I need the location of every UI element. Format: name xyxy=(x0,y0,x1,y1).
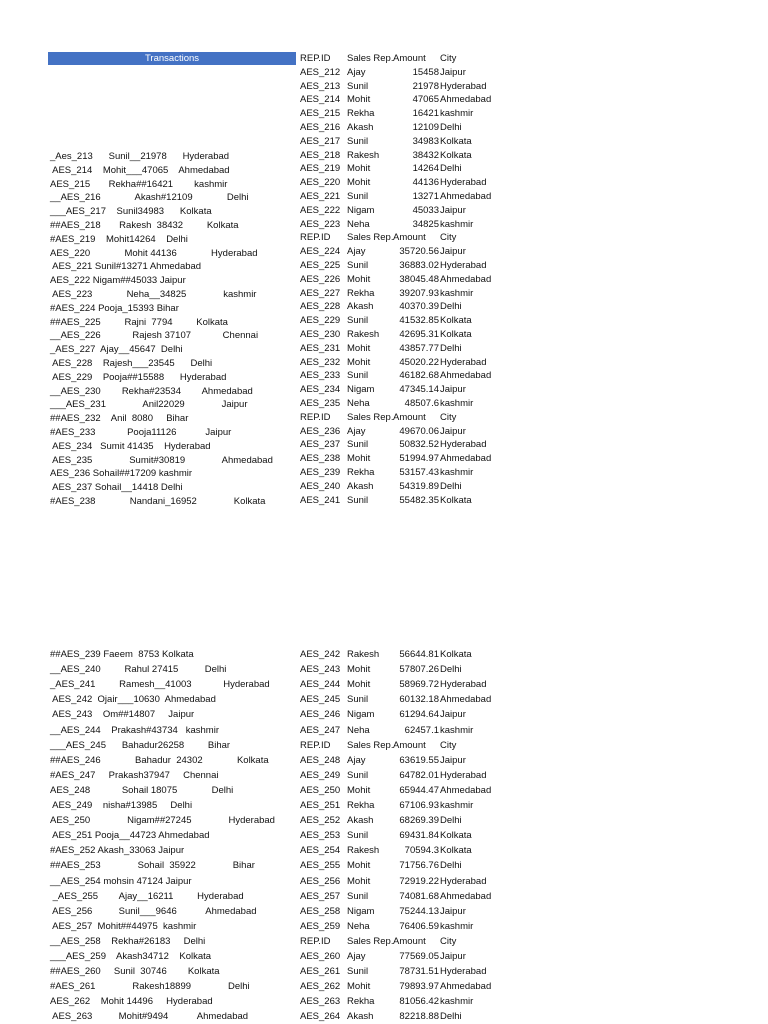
rep-id-cell: AES_233 xyxy=(300,370,341,382)
transactions-header: Transactions xyxy=(48,52,296,65)
rep-id-cell: AES_264 xyxy=(300,1011,341,1023)
rep-id-cell: AES_257 xyxy=(300,890,341,902)
raw-transaction-line: #AES_252 Akash_33063 Jaipur xyxy=(50,845,185,857)
sales-rep-cell: Sales Rep. xyxy=(347,935,394,947)
sales-rep-cell: Sunil xyxy=(347,260,369,271)
sales-rep-cell: Sunil xyxy=(347,830,369,842)
city-cell: Kolkata xyxy=(440,494,472,506)
amount-cell: 75244.13 xyxy=(399,905,439,917)
raw-transaction-line: AES_221 Sunil#13271 Ahmedabad xyxy=(50,261,202,273)
amount-cell: 35720.56 xyxy=(399,246,439,258)
sales-rep-cell: Mohit xyxy=(347,679,371,691)
city-cell: Kolkata xyxy=(440,830,472,842)
city-cell: Kolkata xyxy=(440,315,472,327)
city-cell: Ahmedabad xyxy=(440,981,492,993)
rep-id-cell: AES_228 xyxy=(300,301,341,313)
raw-transaction-line: AES_236 Sohail##17209 kashmir xyxy=(50,468,193,480)
rep-id-cell: REP.ID xyxy=(300,53,331,64)
amount-cell: 64782.01 xyxy=(399,769,439,781)
amount-cell: 63619.55 xyxy=(399,754,439,766)
sales-rep-cell: Sunil xyxy=(347,80,369,92)
sales-rep-cell: Nigam xyxy=(347,384,375,396)
amount-cell: 67106.93 xyxy=(399,800,439,811)
city-cell: Hyderabad xyxy=(440,875,487,887)
sales-rep-cell: Sales Rep. xyxy=(347,53,394,64)
city-cell: Hyderabad xyxy=(440,769,487,781)
rep-id-cell: AES_245 xyxy=(300,694,341,706)
rep-id-cell: AES_225 xyxy=(300,260,341,271)
amount-cell: 58969.72 xyxy=(399,679,439,691)
city-cell: Delhi xyxy=(440,342,462,354)
city-cell: Kolkata xyxy=(440,135,472,147)
rep-id-cell: AES_216 xyxy=(300,122,341,133)
raw-transaction-line: AES_229 Pooja##15588 Hyderabad xyxy=(50,371,227,383)
amount-cell: 62457.1 xyxy=(404,724,439,736)
sales-rep-cell: Mohit xyxy=(347,177,371,189)
city-cell: Delhi xyxy=(440,860,462,872)
rep-id-cell: AES_226 xyxy=(300,273,341,285)
amount-cell: 47065 xyxy=(412,94,439,106)
rep-id-cell: AES_215 xyxy=(300,108,341,120)
rep-id-cell: AES_235 xyxy=(300,398,341,409)
raw-transaction-line: _AES_241 Ramesh__41003 Hyderabad xyxy=(50,679,270,691)
rep-id-cell: AES_243 xyxy=(300,664,341,676)
raw-transaction-line: ##AES_232 Anil 8080 Bihar xyxy=(50,413,189,425)
amount-cell: 14264 xyxy=(412,163,439,175)
raw-transaction-line: _AES_255 Ajay__16211 Hyderabad xyxy=(50,890,244,902)
rep-id-cell: AES_236 xyxy=(300,425,341,437)
raw-transaction-line: _Aes_213 Sunil__21978 Hyderabad xyxy=(50,151,230,162)
sales-rep-cell: Nigam xyxy=(347,709,375,721)
city-cell: Kolkata xyxy=(440,649,472,660)
city-cell: kashmir xyxy=(440,108,474,120)
city-cell: Jaipur xyxy=(440,951,466,962)
amount-cell: 21978 xyxy=(412,80,439,92)
sales-rep-cell: Sales Rep. xyxy=(347,739,394,751)
sales-rep-cell: Sunil xyxy=(347,135,369,147)
city-cell: kashmir xyxy=(440,996,474,1008)
sales-rep-cell: Akash xyxy=(347,480,374,492)
amount-cell: 36883.02 xyxy=(399,260,439,271)
amount-cell: 48507.6 xyxy=(404,398,439,409)
amount-cell: 12109 xyxy=(412,122,439,133)
sales-rep-cell: Mohit xyxy=(347,453,371,465)
city-cell: Hyderabad xyxy=(440,80,487,92)
raw-transaction-line: __AES_216 Akash#12109 Delhi xyxy=(50,192,249,204)
raw-transaction-line: #AES_224 Pooja_15393 Bihar xyxy=(50,302,179,314)
city-cell: Jaipur xyxy=(440,246,466,258)
rep-id-cell: AES_229 xyxy=(300,315,341,327)
city-cell: Ahmedabad xyxy=(440,890,492,902)
amount-cell: 45020.22 xyxy=(399,356,439,368)
rep-id-cell: AES_248 xyxy=(300,754,341,766)
rep-id-cell: AES_251 xyxy=(300,800,341,811)
rep-id-cell: REP.ID xyxy=(300,411,331,423)
sales-rep-cell: Neha xyxy=(347,724,370,736)
amount-cell: 34983 xyxy=(412,135,439,147)
city-cell: Ahmedabad xyxy=(440,694,492,706)
city-cell: Delhi xyxy=(440,664,462,676)
rep-id-cell: AES_244 xyxy=(300,679,341,691)
rep-id-cell: AES_241 xyxy=(300,494,341,506)
sales-rep-cell: Rakesh xyxy=(347,845,380,857)
amount-cell: Amount xyxy=(393,232,426,244)
rep-id-cell: AES_232 xyxy=(300,356,341,368)
city-cell: Ahmedabad xyxy=(440,273,492,285)
rep-id-cell: AES_237 xyxy=(300,439,341,451)
amount-cell: 70594.3 xyxy=(404,845,439,857)
city-cell: kashmir xyxy=(440,218,474,230)
sales-rep-cell: Mohit xyxy=(347,94,371,106)
sales-rep-cell: Ajay xyxy=(347,66,366,78)
raw-transaction-line: ___AES_259 Akash34712 Kolkata xyxy=(50,951,212,962)
raw-transaction-line: AES_215 Rekha##16421 kashmir xyxy=(50,178,228,190)
city-cell: Jaipur xyxy=(440,66,466,78)
sales-rep-cell: Sunil xyxy=(347,439,369,451)
sales-rep-cell: Sunil xyxy=(347,769,369,781)
sales-rep-cell: Mohit xyxy=(347,784,371,796)
rep-id-cell: AES_222 xyxy=(300,204,341,216)
rep-id-cell: AES_238 xyxy=(300,453,341,465)
amount-cell: Amount xyxy=(393,53,426,64)
sales-rep-cell: Sales Rep. xyxy=(347,232,394,244)
raw-transaction-line: ##AES_239 Faeem 8753 Kolkata xyxy=(50,649,194,660)
rep-id-cell: AES_239 xyxy=(300,467,341,478)
raw-transaction-line: AES_237 Sohail__14418 Delhi xyxy=(50,482,183,494)
raw-transaction-line: #AES_247 Prakash37947 Chennai xyxy=(50,769,219,781)
amount-cell: 44136 xyxy=(412,177,439,189)
rep-id-cell: AES_214 xyxy=(300,94,341,106)
rep-id-cell: AES_219 xyxy=(300,163,341,175)
amount-cell: 65944.47 xyxy=(399,784,439,796)
city-cell: Hyderabad xyxy=(440,966,487,978)
city-cell: Delhi xyxy=(440,301,462,313)
sales-rep-cell: Neha xyxy=(347,920,370,932)
city-cell: City xyxy=(440,53,457,64)
sales-rep-cell: Akash xyxy=(347,815,374,827)
raw-transaction-line: __AES_240 Rahul 27415 Delhi xyxy=(50,664,227,676)
raw-transaction-line: AES_249 nisha#13985 Delhi xyxy=(50,800,193,811)
sales-rep-cell: Ajay xyxy=(347,754,366,766)
sales-rep-cell: Nigam xyxy=(347,905,375,917)
amount-cell: 76406.59 xyxy=(399,920,439,932)
sales-rep-cell: Sunil xyxy=(347,890,369,902)
city-cell: City xyxy=(440,935,457,947)
sales-rep-cell: Akash xyxy=(347,122,374,133)
rep-id-cell: REP.ID xyxy=(300,935,331,947)
city-cell: Delhi xyxy=(440,480,462,492)
city-cell: Delhi xyxy=(440,815,462,827)
raw-transaction-line: AES_262 Mohit 14496 Hyderabad xyxy=(50,996,213,1008)
sales-rep-cell: Ajay xyxy=(347,951,366,962)
raw-transaction-line: #AES_238 Nandani_16952 Kolkata xyxy=(50,496,266,507)
raw-transaction-line: AES_222 Nigam##45033 Jaipur xyxy=(50,275,186,287)
amount-cell: 40370.39 xyxy=(399,301,439,313)
rep-id-cell: AES_263 xyxy=(300,996,341,1008)
city-cell: City xyxy=(440,411,457,423)
city-cell: Hyderabad xyxy=(440,260,487,271)
rep-id-cell: AES_252 xyxy=(300,815,341,827)
amount-cell: Amount xyxy=(393,935,426,947)
raw-transaction-line: AES_248 Sohail 18075 Delhi xyxy=(50,784,234,796)
rep-id-cell: AES_231 xyxy=(300,342,341,354)
raw-transaction-line: ##AES_253 Sohail 35922 Bihar xyxy=(50,860,255,872)
city-cell: kashmir xyxy=(440,467,474,478)
city-cell: kashmir xyxy=(440,287,474,299)
sales-rep-cell: Sunil xyxy=(347,966,369,978)
rep-id-cell: AES_254 xyxy=(300,845,341,857)
rep-id-cell: AES_221 xyxy=(300,191,341,202)
city-cell: Ahmedabad xyxy=(440,784,492,796)
raw-transaction-line: _AES_227 Ajay__45647 Delhi xyxy=(50,344,183,356)
city-cell: Jaipur xyxy=(440,905,466,917)
raw-transaction-line: AES_228 Rajesh___23545 Delhi xyxy=(50,358,213,369)
amount-cell: 49670.06 xyxy=(399,425,439,437)
rep-id-cell: AES_227 xyxy=(300,287,341,299)
rep-id-cell: AES_249 xyxy=(300,769,341,781)
rep-id-cell: AES_212 xyxy=(300,66,341,78)
sales-rep-cell: Rakesh xyxy=(347,649,380,660)
raw-transaction-line: AES_220 Mohit 44136 Hyderabad xyxy=(50,247,258,259)
rep-id-cell: AES_260 xyxy=(300,951,341,962)
amount-cell: 74081.68 xyxy=(399,890,439,902)
rep-id-cell: AES_258 xyxy=(300,905,341,917)
raw-transaction-line: __AES_226 Rajesh 37107 Chennai xyxy=(50,330,259,342)
amount-cell: 77569.05 xyxy=(399,951,439,962)
sales-rep-cell: Sunil xyxy=(347,191,369,202)
rep-id-cell: AES_255 xyxy=(300,860,341,872)
city-cell: City xyxy=(440,739,457,751)
rep-id-cell: AES_220 xyxy=(300,177,341,189)
city-cell: Hyderabad xyxy=(440,439,487,451)
raw-transaction-line: ##AES_225 Rajni 7794 Kolkata xyxy=(50,316,228,328)
rep-id-cell: AES_262 xyxy=(300,981,341,993)
rep-id-cell: AES_259 xyxy=(300,920,341,932)
amount-cell: 38432 xyxy=(412,149,439,161)
amount-cell: Amount xyxy=(393,411,426,423)
amount-cell: 47345.14 xyxy=(399,384,439,396)
raw-transaction-line: __AES_258 Rekha#26183 Delhi xyxy=(50,935,206,947)
amount-cell: 79893.97 xyxy=(399,981,439,993)
raw-transaction-line: AES_251 Pooja__44723 Ahmedabad xyxy=(50,830,210,842)
rep-id-cell: AES_253 xyxy=(300,830,341,842)
sales-rep-cell: Mohit xyxy=(347,875,371,887)
amount-cell: 42695.31 xyxy=(399,329,439,340)
rep-id-cell: REP.ID xyxy=(300,739,331,751)
amount-cell: 81056.42 xyxy=(399,996,439,1008)
rep-id-cell: AES_240 xyxy=(300,480,341,492)
city-cell: Hyderabad xyxy=(440,356,487,368)
raw-transaction-line: ___AES_231 Anil22029 Jaipur xyxy=(50,399,248,411)
sales-rep-cell: Nigam xyxy=(347,204,375,216)
sales-rep-cell: Rekha xyxy=(347,287,375,299)
rep-id-cell: AES_234 xyxy=(300,384,341,396)
rep-id-cell: AES_256 xyxy=(300,875,341,887)
raw-transaction-line: AES_250 Nigam##27245 Hyderabad xyxy=(50,815,275,827)
sales-rep-cell: Mohit xyxy=(347,273,371,285)
amount-cell: 54319.89 xyxy=(399,480,439,492)
city-cell: Delhi xyxy=(440,1011,462,1023)
raw-transaction-line: ##AES_218 Rakesh 38432 Kolkata xyxy=(50,220,239,231)
sales-rep-cell: Akash xyxy=(347,1011,374,1023)
sales-rep-cell: Rekha xyxy=(347,108,375,120)
amount-cell: 61294.64 xyxy=(399,709,439,721)
amount-cell: 56644.81 xyxy=(399,649,439,660)
city-cell: Jaipur xyxy=(440,204,466,216)
sales-rep-cell: Rekha xyxy=(347,800,375,811)
sales-rep-cell: Ajay xyxy=(347,425,366,437)
amount-cell: 68269.39 xyxy=(399,815,439,827)
rep-id-cell: REP.ID xyxy=(300,232,331,244)
sales-rep-cell: Mohit xyxy=(347,981,371,993)
amount-cell: 72919.22 xyxy=(399,875,439,887)
rep-id-cell: AES_224 xyxy=(300,246,341,258)
amount-cell: Amount xyxy=(393,739,426,751)
rep-id-cell: AES_223 xyxy=(300,218,341,230)
raw-transaction-line: AES_223 Neha__34825 kashmir xyxy=(50,289,257,300)
raw-transaction-line: AES_214 Mohit___47065 Ahmedabad xyxy=(50,164,230,176)
sales-rep-cell: Rakesh xyxy=(347,329,380,340)
raw-transaction-line: ___AES_245 Bahadur26258 Bihar xyxy=(50,739,231,751)
city-cell: Delhi xyxy=(440,122,462,133)
city-cell: City xyxy=(440,232,457,244)
city-cell: Jaipur xyxy=(440,425,466,437)
raw-transaction-line: AES_263 Mohit#9494 Ahmedabad xyxy=(50,1011,249,1023)
rep-id-cell: AES_246 xyxy=(300,709,341,721)
sales-rep-cell: Mohit xyxy=(347,163,371,175)
city-cell: kashmir xyxy=(440,398,474,409)
amount-cell: 57807.26 xyxy=(399,664,439,676)
sales-rep-cell: Sales Rep. xyxy=(347,411,394,423)
raw-transaction-line: AES_242 Ojair___10630 Ahmedabad xyxy=(50,694,216,706)
raw-transaction-line: #AES_261 Rakesh18899 Delhi xyxy=(50,981,250,993)
amount-cell: 38045.48 xyxy=(399,273,439,285)
amount-cell: 53157.43 xyxy=(399,467,439,478)
city-cell: Jaipur xyxy=(440,384,466,396)
amount-cell: 82218.88 xyxy=(399,1011,439,1023)
city-cell: Kolkata xyxy=(440,329,472,340)
city-cell: kashmir xyxy=(440,800,474,811)
amount-cell: 34825 xyxy=(412,218,439,230)
raw-transaction-line: ___AES_217 Sunil34983 Kolkata xyxy=(50,206,212,218)
sales-rep-cell: Neha xyxy=(347,398,370,409)
amount-cell: 50832.52 xyxy=(399,439,439,451)
raw-transaction-line: __AES_230 Rekha#23534 Ahmedabad xyxy=(50,385,253,397)
rep-id-cell: AES_250 xyxy=(300,784,341,796)
sales-rep-cell: Neha xyxy=(347,218,370,230)
sales-rep-cell: Sunil xyxy=(347,370,369,382)
sales-rep-cell: Mohit xyxy=(347,356,371,368)
sales-rep-cell: Sunil xyxy=(347,494,369,506)
raw-transaction-line: __AES_254 mohsin 47124 Jaipur xyxy=(50,875,192,887)
city-cell: Hyderabad xyxy=(440,177,487,189)
sales-rep-cell: Mohit xyxy=(347,664,371,676)
rep-id-cell: AES_218 xyxy=(300,149,341,161)
city-cell: Jaipur xyxy=(440,709,466,721)
sales-rep-cell: Mohit xyxy=(347,860,371,872)
amount-cell: 15458 xyxy=(412,66,439,78)
sales-rep-cell: Akash xyxy=(347,301,374,313)
raw-transaction-line: ##AES_260 Sunil 30746 Kolkata xyxy=(50,966,220,978)
amount-cell: 78731.51 xyxy=(399,966,439,978)
raw-transaction-line: __AES_244 Prakash#43734 kashmir xyxy=(50,724,219,736)
rep-id-cell: AES_230 xyxy=(300,329,341,340)
amount-cell: 39207.93 xyxy=(399,287,439,299)
sales-rep-cell: Rekha xyxy=(347,996,375,1008)
sales-rep-cell: Rekha xyxy=(347,467,375,478)
city-cell: Ahmedabad xyxy=(440,191,492,202)
city-cell: Kolkata xyxy=(440,845,472,857)
city-cell: Delhi xyxy=(440,163,462,175)
raw-transaction-line: ##AES_246 Bahadur 24302 Kolkata xyxy=(50,754,269,766)
amount-cell: 43857.77 xyxy=(399,342,439,354)
sales-rep-cell: Ajay xyxy=(347,246,366,258)
amount-cell: 45033 xyxy=(412,204,439,216)
sales-rep-cell: Sunil xyxy=(347,315,369,327)
city-cell: Kolkata xyxy=(440,149,472,161)
raw-transaction-line: AES_234 Sumit 41435 Hyderabad xyxy=(50,440,211,452)
city-cell: Jaipur xyxy=(440,754,466,766)
city-cell: kashmir xyxy=(440,920,474,932)
sales-rep-cell: Sunil xyxy=(347,694,369,706)
amount-cell: 51994.97 xyxy=(399,453,439,465)
rep-id-cell: AES_242 xyxy=(300,649,341,660)
city-cell: Ahmedabad xyxy=(440,94,492,106)
raw-transaction-line: AES_235 Sumit#30819 Ahmedabad xyxy=(50,454,273,466)
amount-cell: 46182.68 xyxy=(399,370,439,382)
rep-id-cell: AES_261 xyxy=(300,966,341,978)
raw-transaction-line: #AES_219 Mohit14264 Delhi xyxy=(50,233,188,245)
raw-transaction-line: AES_243 Om##14807 Jaipur xyxy=(50,709,195,721)
sales-rep-cell: Mohit xyxy=(347,342,371,354)
raw-transaction-line: AES_257 Mohit##44975 kashmir xyxy=(50,920,197,932)
city-cell: Hyderabad xyxy=(440,679,487,691)
rep-id-cell: AES_247 xyxy=(300,724,341,736)
sales-rep-cell: Rakesh xyxy=(347,149,380,161)
amount-cell: 16421 xyxy=(412,108,439,120)
city-cell: Ahmedabad xyxy=(440,453,492,465)
city-cell: Ahmedabad xyxy=(440,370,492,382)
amount-cell: 13271 xyxy=(412,191,439,202)
rep-id-cell: AES_213 xyxy=(300,80,341,92)
amount-cell: 71756.76 xyxy=(399,860,439,872)
city-cell: kashmir xyxy=(440,724,474,736)
amount-cell: 69431.84 xyxy=(399,830,439,842)
raw-transaction-line: AES_256 Sunil___9646 Ahmedabad xyxy=(50,905,257,917)
amount-cell: 55482.35 xyxy=(399,494,439,506)
rep-id-cell: AES_217 xyxy=(300,135,341,147)
amount-cell: 41532.85 xyxy=(399,315,439,327)
raw-transaction-line: #AES_233 Pooja11126 Jaipur xyxy=(50,427,232,438)
amount-cell: 60132.18 xyxy=(399,694,439,706)
